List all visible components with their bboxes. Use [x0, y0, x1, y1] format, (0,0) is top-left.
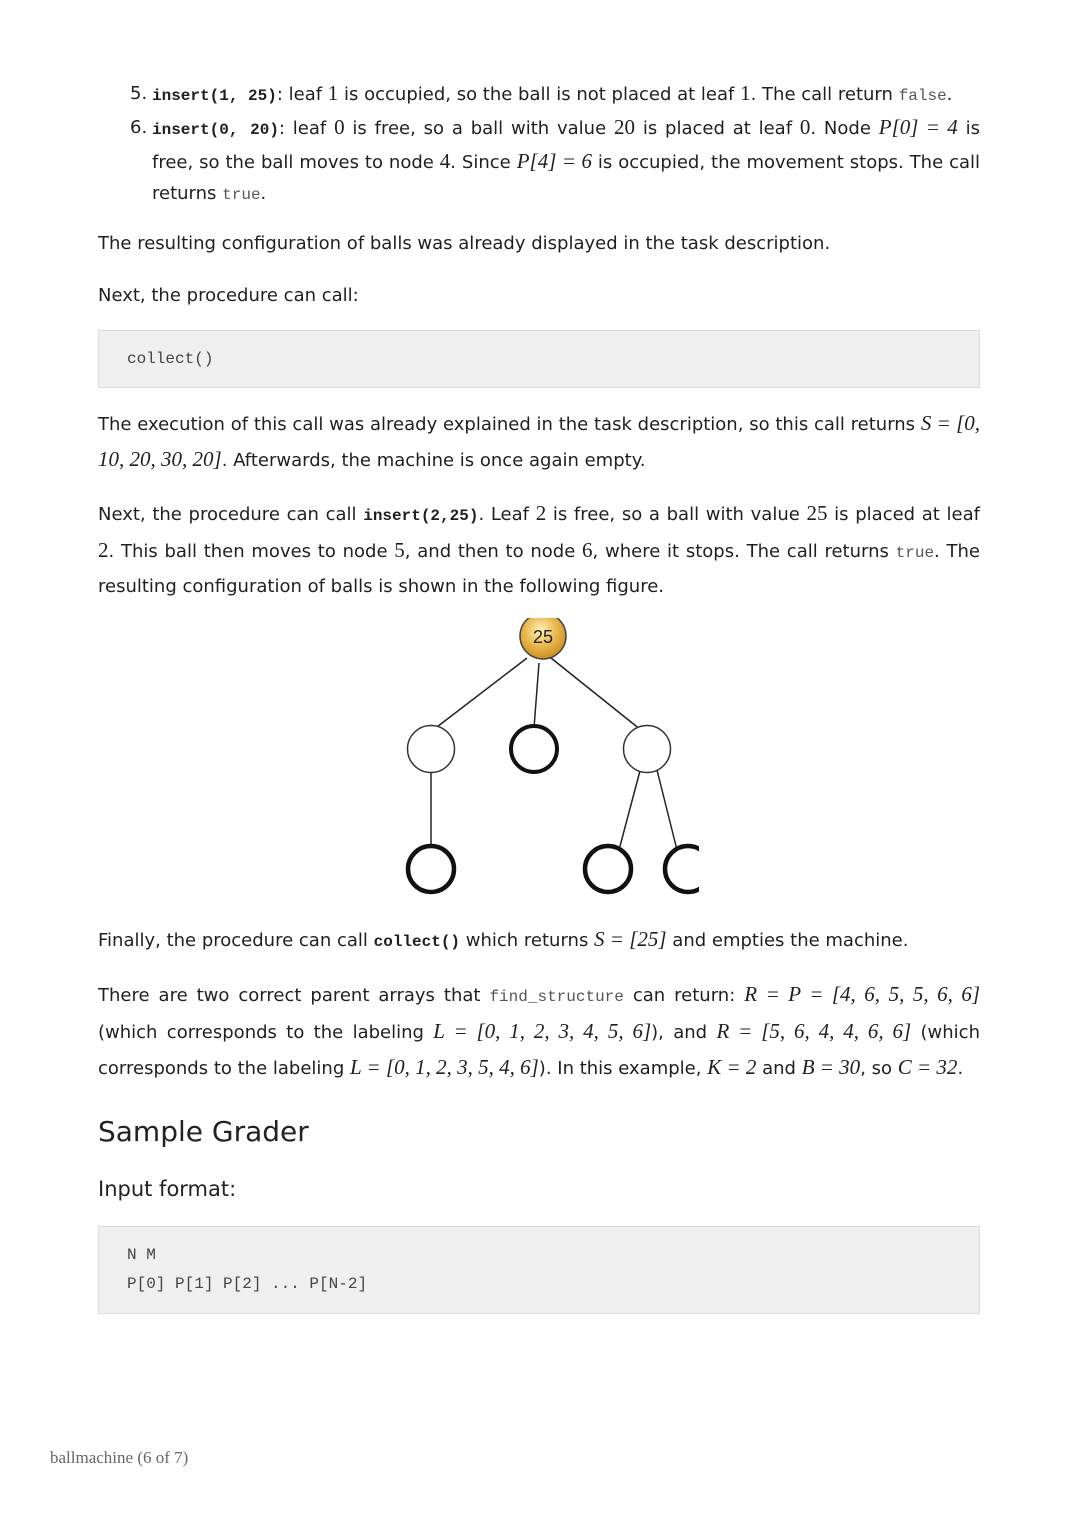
tree-node [408, 726, 455, 773]
list-item: 6. insert(0, 20): leaf 0 is free, so a ball with value 20 is placed at leaf 0. Node P[0] = 4 is free, so the ball moves to node 4. Since P[4] = 6 is occupied, the movement stops. The call returns true. [98, 112, 980, 211]
step-number: 5. [130, 83, 148, 104]
edge [534, 663, 539, 728]
code-line: N M [127, 1246, 156, 1264]
section-heading-sample-grader: Sample Grader [98, 1115, 309, 1148]
edge [551, 658, 641, 730]
tree-leaf [665, 846, 699, 892]
paragraph-resulting: The resulting configuration of balls was already displayed in the task description. [98, 233, 831, 254]
list-item: 5. insert(1, 25): leaf 1 is occupied, so the ball is not placed at leaf 1. The call return false. [98, 78, 980, 112]
tree-figure [379, 618, 699, 918]
edge [433, 658, 527, 730]
function-call: insert(1, 25) [152, 87, 277, 105]
function-call: insert(2,25) [363, 507, 479, 525]
function-call: collect() [373, 933, 461, 951]
paragraph-finally: Finally, the procedure can call collect() which returns S = [25] and empties the machine. [98, 927, 909, 951]
page-footer: ballmachine (6 of 7) [50, 1448, 189, 1467]
example-steps-list [98, 78, 980, 211]
edge [656, 766, 677, 850]
return-value: true [222, 186, 261, 204]
paragraph-next: Next, the procedure can call: [98, 285, 359, 306]
paragraph-execution: The execution of this call was already explained in the task description, so this call returns S = [0, 10, 20, 30, 20]. Afterwards, the machine is once again empty. [98, 411, 980, 471]
step-number: 6. [130, 117, 148, 138]
paragraph-insert: Next, the procedure can call insert(2,25). Leaf 2 is free, so a ball with value 25 is placed at leaf 2. This ball then moves to node 5, and then to node 6, where it stops. The call returns true. The resulting configuration of balls is shown in the following figure. [98, 501, 980, 597]
subheading-input-format: Input format: [98, 1177, 237, 1201]
code-block-input-format [98, 1226, 980, 1314]
tree-leaf [408, 846, 454, 892]
page-content [98, 78, 980, 1314]
code-line: P[0] P[1] P[2] ... P[N-2] [127, 1275, 368, 1293]
paragraph-parent-arrays: There are two correct parent arrays that find_structure can return: R = P = [4, 6, 5, 5, 6, 6] (which corresponds to the labeling L = [0, 1, 2, 3, 4, 5, 6]), and R = [5, 6, 4, 4, 6, 6] (which corresponds to the labeling L = [0, 1, 2, 3, 5, 4, 6]). In this example, K = 2 and B = 30, so C = 32. [98, 982, 980, 1079]
tree-node [624, 726, 671, 773]
code-block-collect: collect() [98, 330, 980, 388]
return-value: false [898, 87, 947, 105]
tree-node [511, 726, 557, 772]
return-value: true [895, 544, 935, 562]
tree-leaf [585, 846, 631, 892]
ball-value: 25 [532, 627, 554, 647]
edge [619, 767, 641, 850]
function-call: insert(0, 20) [152, 121, 279, 139]
function-name: find_structure [489, 988, 624, 1006]
